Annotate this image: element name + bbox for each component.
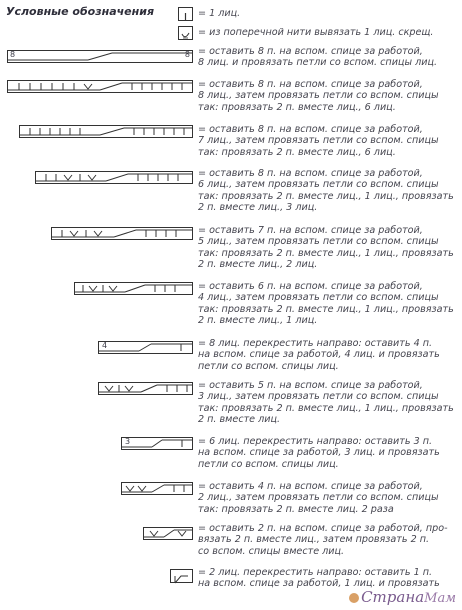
crossed-knit-icon	[178, 26, 193, 40]
knit-stitch-icon	[178, 7, 193, 21]
legend-text-9: = оставить 5 п. на вспом. спице за работой, 3 лиц., затем провязать петли со вспом. спицы так: провязать 2 п. вместе лиц., 1 лиц., провязать 2 п. вместе лиц.	[198, 380, 454, 425]
legend-text-0: = 1 лиц.	[198, 8, 241, 19]
cross-2-right-icon	[170, 569, 193, 583]
cable-2-dec-icon	[121, 482, 193, 495]
cable-8-icon	[7, 50, 193, 63]
legend-text-8: = 8 лиц. перекрестить направо: оставить 4 п. на вспом. спице за работой, 4 лиц. и провязать петли со вспом. спицы лиц.	[198, 338, 440, 372]
legend-text-3: = оставить 8 п. на вспом. спице за работой, 8 лиц., затем провязать петли со вспом. спицы так: провязать 2 п. вместе лиц., 6 лиц.	[198, 79, 439, 113]
cable-label-right: 8	[184, 50, 190, 59]
cable-3-right-icon	[121, 437, 193, 450]
cable-label: 4	[102, 341, 108, 350]
cable-2-dec1-icon	[143, 527, 193, 540]
watermark-text-2: Мам	[424, 591, 456, 606]
legend-text-13: = 2 лиц. перекрестить направо: оставить 1 п. на вспом. спице за работой, 1 лиц. и провязать	[198, 567, 440, 590]
cable-5-dec2-icon	[51, 227, 193, 240]
cable-3-dec2-icon	[98, 382, 193, 395]
cable-4-dec2-icon	[74, 282, 193, 295]
legend-text-11: = оставить 4 п. на вспом. спице за работой, 2 лиц., затем провязать петли со вспом. спицы так: провязать 2 п. вместе лиц. 2 раза	[198, 481, 439, 515]
legend-text-5: = оставить 8 п. на вспом. спице за работой, 6 лиц., затем провязать петли со вспом. спицы так: провязать 2 п. вместе лиц., 1 лиц., провязать 2 п. вместе лиц., 3 лиц.	[198, 168, 454, 213]
cable-7-dec-icon	[19, 125, 193, 138]
watermark	[349, 588, 456, 606]
watermark-logo-icon	[349, 593, 359, 603]
cable-label-left: 8	[10, 50, 16, 59]
legend-text-12: = оставить 2 п. на вспом. спице за работой, про- вязать 2 п. вместе лиц., затем провязать 2 п. со вспом. спицы вместе лиц.	[198, 523, 448, 557]
cable-6-dec2-icon	[35, 171, 193, 184]
legend-text-2: = оставить 8 п. на вспом. спице за работой, 8 лиц. и провязать петли со вспом. спицы лиц.	[198, 46, 438, 69]
legend-text-7: = оставить 6 п. на вспом. спице за работой, 4 лиц., затем провязать петли со вспом. спицы так: провязать 2 п. вместе лиц., 1 лиц., провязать 2 п. вместе лиц., 1 лиц.	[198, 281, 454, 326]
cable-label: 3	[125, 437, 131, 446]
legend-text-4: = оставить 8 п. на вспом. спице за работой, 7 лиц., затем провязать петли со вспом. спицы так: провязать 2 п. вместе лиц., 6 лиц.	[198, 124, 439, 158]
legend-text-10: = 6 лиц. перекрестить направо: оставить 3 п. на вспом. спице за работой, 3 лиц. и провязать петли со вспом. спицы лиц.	[198, 436, 440, 470]
legend-text-6: = оставить 7 п. на вспом. спице за работой, 5 лиц., затем провязать петли со вспом. спицы так: провязать 2 п. вместе лиц., 1 лиц., провязать 2 п. вместе лиц., 2 лиц.	[198, 225, 454, 270]
cable-4-right-icon	[98, 341, 193, 354]
watermark-text: Страна	[361, 588, 425, 606]
page-title: Условные обозначения	[6, 5, 155, 18]
cable-8-dec-icon	[7, 80, 193, 93]
legend-text-1: = из поперечной нити вывязать 1 лиц. скрещ.	[198, 27, 434, 38]
